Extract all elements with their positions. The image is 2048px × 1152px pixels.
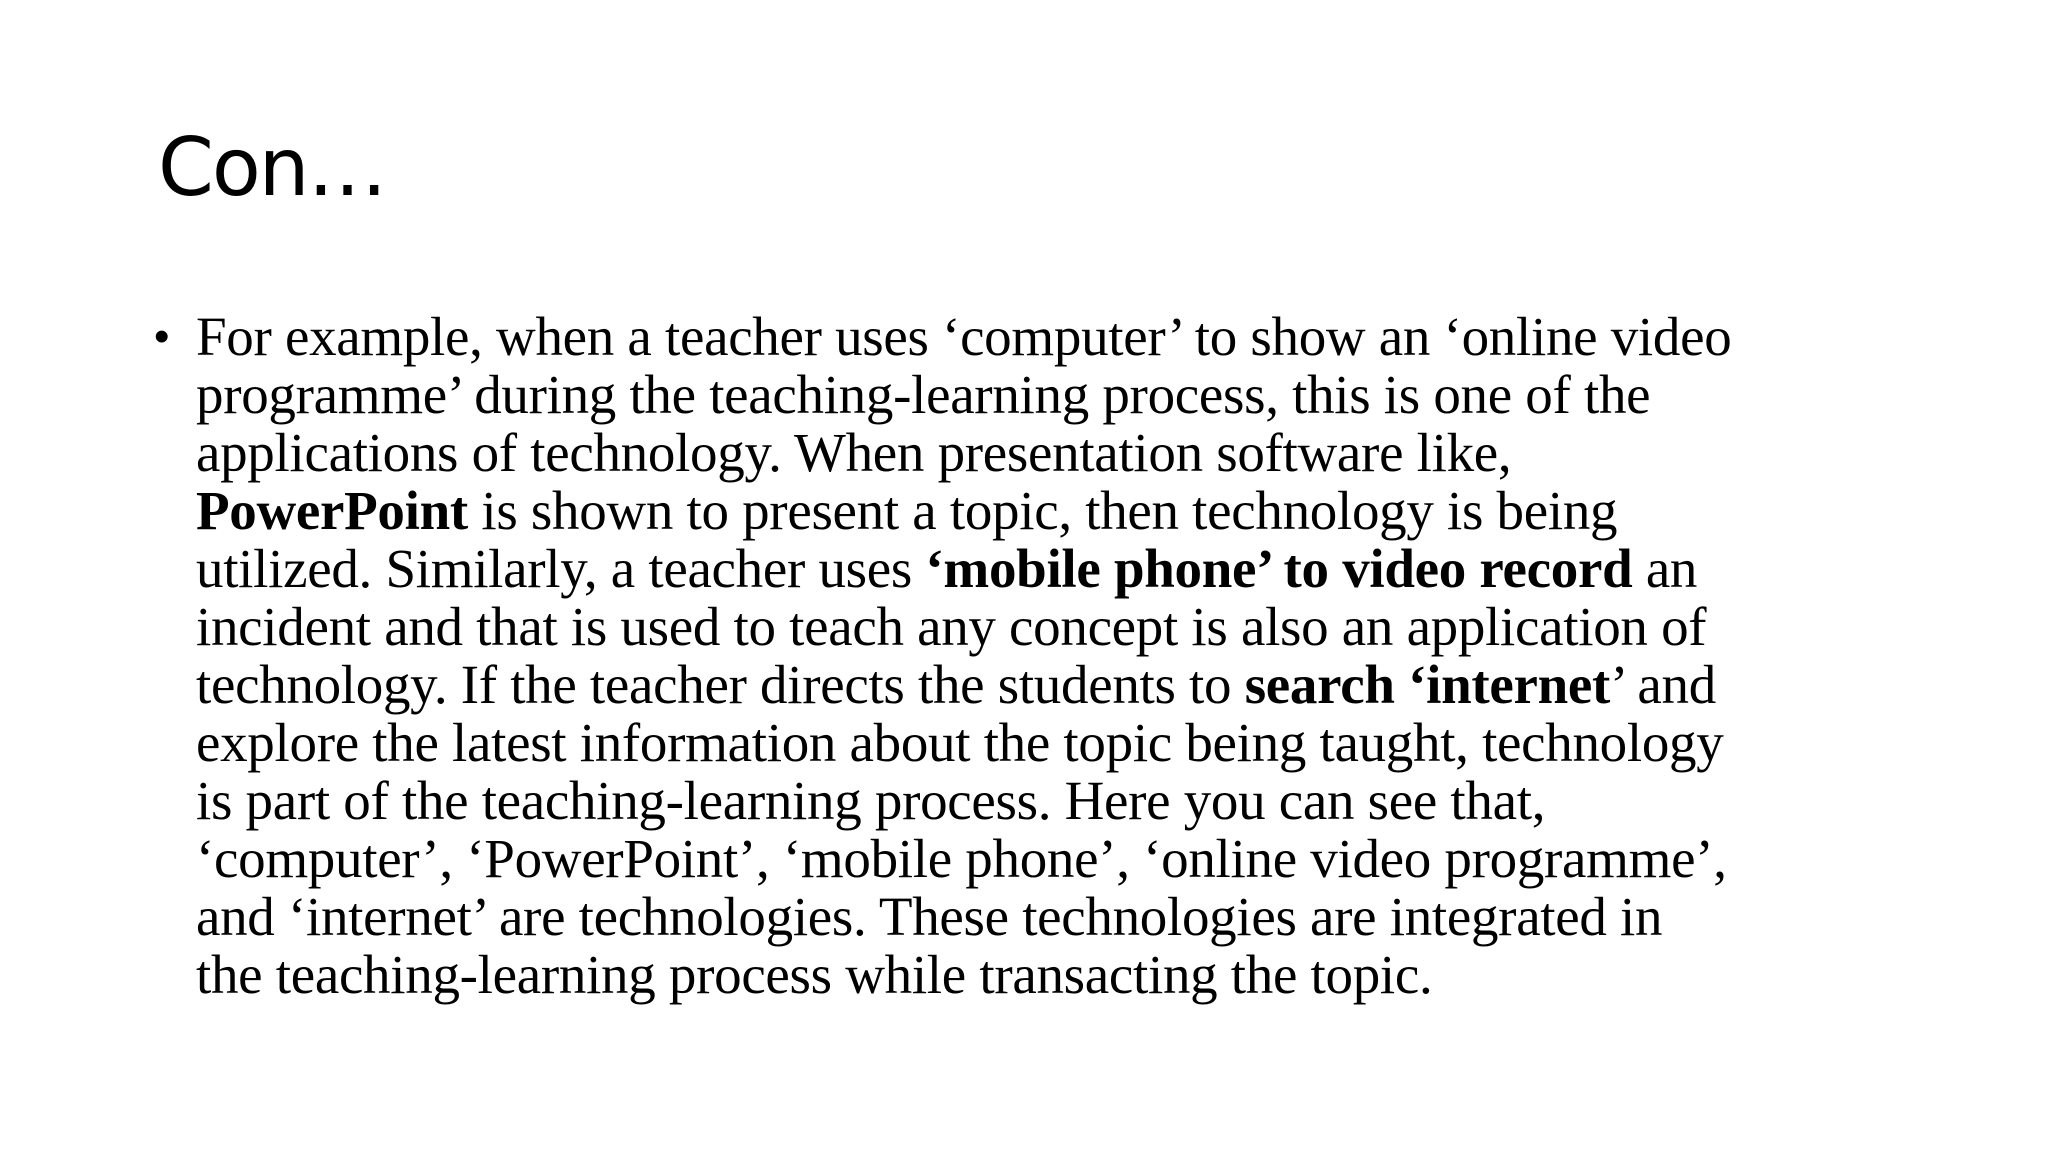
bold-text-run: search ‘internet <box>1244 654 1611 715</box>
text-line <box>196 888 1932 946</box>
bullet-text <box>196 308 1932 1004</box>
bold-text-run: PowerPoint <box>196 480 468 541</box>
text-run: an <box>1632 538 1698 599</box>
bullet-item <box>152 308 1932 1004</box>
text-run: and ‘internet’ are technologies. These technologies are integrated in <box>196 886 1663 947</box>
text-line <box>196 482 1932 540</box>
text-line <box>196 366 1932 424</box>
bold-text-run: ‘mobile phone’ to video record <box>925 538 1633 599</box>
text-run: utilized. Similarly, a teacher uses <box>196 538 926 599</box>
text-line <box>196 830 1932 888</box>
text-run: ‘computer’, ‘PowerPoint’, ‘mobile phone’, ‘online video programme’, <box>196 828 1727 889</box>
text-run: is shown to present a topic, then technology is being <box>467 480 1618 541</box>
text-run: the teaching-learning process while transacting the topic. <box>196 944 1433 1005</box>
text-run: programme’ during the teaching-learning process, this is one of the <box>196 364 1651 425</box>
text-run: incident and that is used to teach any concept is also an application of <box>196 596 1707 657</box>
text-line <box>196 540 1932 598</box>
text-line <box>196 424 1932 482</box>
slide-title: Con… <box>158 121 386 214</box>
text-run: technology. If the teacher directs the students to <box>196 654 1245 715</box>
text-line <box>196 308 1932 366</box>
text-run: is part of the teaching-learning process. Here you can see that, <box>196 770 1546 831</box>
text-run: applications of technology. When presentation software like, <box>196 422 1512 483</box>
text-line <box>196 772 1932 830</box>
bullet-list <box>152 308 1932 1004</box>
text-line <box>196 946 1932 1004</box>
text-run: explore the latest information about the topic being taught, technology <box>196 712 1724 773</box>
bullet-dot-icon: • <box>154 312 170 361</box>
text-line <box>196 714 1932 772</box>
text-line <box>196 598 1932 656</box>
text-run: For example, when a teacher uses ‘computer’ to show an ‘online video <box>196 306 1732 367</box>
text-run: ’ and <box>1610 654 1716 715</box>
text-line <box>196 656 1932 714</box>
